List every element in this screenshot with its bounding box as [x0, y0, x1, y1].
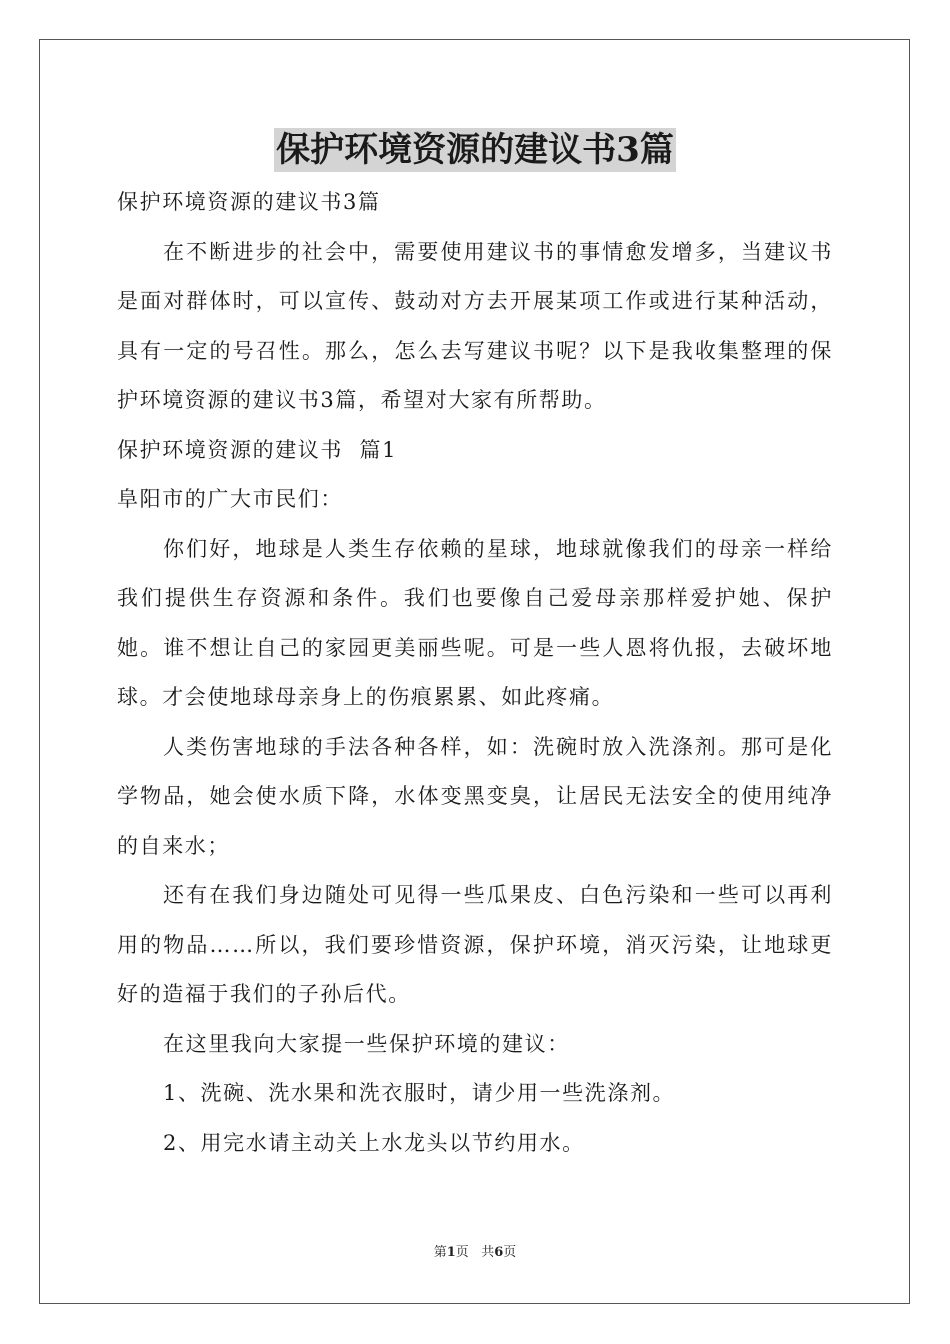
- paragraph-8: 1、洗碗、洗水果和洗衣服时，请少用一些洗涤剂。: [163, 1081, 676, 1105]
- paragraph-7: 在这里我向大家提一些保护环境的建议：: [163, 1031, 570, 1056]
- footer-page-prefix: 第: [433, 1245, 447, 1260]
- document-body: [117, 178, 833, 1168]
- paragraph-3: 阜阳市的广大市民们：: [117, 487, 343, 511]
- paragraph-0: 保护环境资源的建议书3篇: [117, 190, 381, 214]
- footer-page-suffix: 页: [455, 1245, 469, 1260]
- paragraph-9: 2、用完水请主动关上水龙头以节约用水。: [163, 1130, 585, 1155]
- footer-page-number: 1: [446, 1245, 456, 1260]
- page-footer: [0, 1244, 950, 1262]
- footer-total-suffix: 页: [503, 1245, 517, 1260]
- footer-total-pages: 6: [494, 1245, 504, 1260]
- paragraph-2: 保护环境资源的建议书 篇1: [117, 437, 398, 462]
- document-title-text: 保护环境资源的建议书3篇: [276, 130, 674, 170]
- footer-total-prefix: 共: [481, 1245, 495, 1260]
- paragraph-1: 在不断进步的社会中，需要使用建议书的事情愈发增多，当建议书是面对群体时，可以宣传、鼓动对方去开展某项工作或进行某种活动，具有一定的号召性。那么，怎么去写建议书呢？以下是我收集整理的保护环境资源的建议书3篇，希望对大家有所帮助。: [117, 239, 833, 412]
- paragraph-6: 还有在我们身边随处可见得一些瓜果皮、白色污染和一些可以再利用的物品……所以，我们要珍惜资源，保护环境，消灭污染，让地球更好的造福于我们的子孙后代。: [117, 883, 833, 1006]
- paragraph-4: 你们好，地球是人类生存依赖的星球，地球就像我们的母亲一样给我们提供生存资源和条件。我们也要像自己爱母亲那样爱护她、保护她。谁不想让自己的家园更美丽些呢。可是一些人恩将仇报，去破坏地球。才会使地球母亲身上的伤痕累累、如此疼痛。: [117, 536, 833, 709]
- document-title: [0, 128, 950, 172]
- paragraph-5: 人类伤害地球的手法各种各样，如：洗碗时放入洗涤剂。那可是化学物品，她会使水质下降，水体变黑变臭，让居民无法安全的使用纯净的自来水；: [117, 734, 833, 858]
